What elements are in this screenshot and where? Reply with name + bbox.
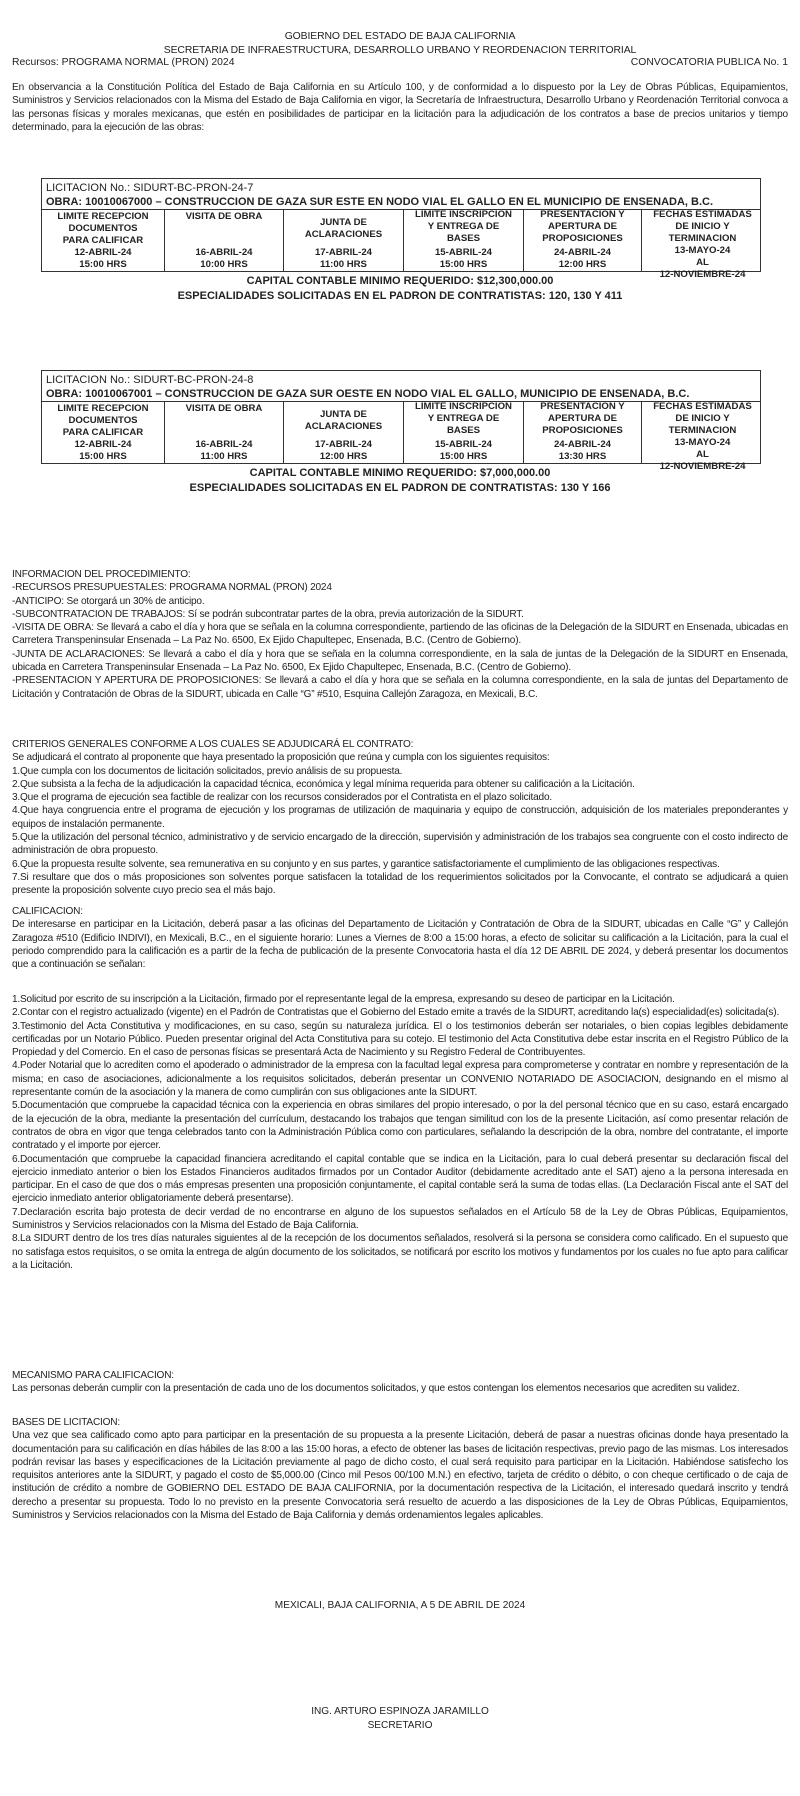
licitacion-number: LICITACION No.: SIDURT-BC-PRON-24-7 bbox=[46, 182, 254, 194]
procedimiento-section: INFORMACION DEL PROCEDIMIENTO: -RECURSOS PRESUPUESTALES: PROGRAMA NORMAL (PRON) 2024 -ANTICIPO: Se otorgará un 30% de anticipo. -SUBCONTRATACION DE TRABAJOS: Sí se podrán subcontratar partes de la obra, previa autorización de la SIDURT. -VISITA DE OBRA: Se llevará a cabo el día y hora que se señala en la columna correspondiente, partiendo de las oficinas de la Delegación de la SIDURT en Ensenada, ubicadas en Carretera Transpeninsular Ensenada – La Paz No. 6500, Ex Ejido Chapultepec, Ensenada, B.C. (Centro de Gobierno). -JUNTA DE ACLARACIONES: Se llevará a cabo el día y hora que se señala en la columna correspondiente, en la sala de juntas de la Delegación de la SIDURT en Ensenada, ubicada en Carretera Transpeninsular Ensenada – La Paz No. 6500, Ex Ejido Chapultepec, Ensenada, B.C. (Centro de Gobierno). -PRESENTACION Y APERTURA DE PROPOSICIONES: Se llevará a cabo el día y hora que se señala en la columna correspondiente, en la sala de juntas del Departamento de Licitación y Contratación de Obras de la SIDURT, ubicada en Calle “G” #510, Esquina Callejón Zaragoza, en Mexicali, B.C. bbox=[12, 569, 788, 700]
schedule-column: PRESENTACION Y APERTURA DE PROPOSICIONES 24-ABRIL-24 13:30 HRS bbox=[524, 402, 642, 463]
criterios-section: CRITERIOS GENERALES CONFORME A LOS CUALES SE ADJUDICARÁ EL CONTRATO: Se adjudicará el contrato al proponente que haya presentado la proposición que reúna y cumpla con los siguientes requisitos: 1.Que cumpla con los documentos de licitación solicitados, previo análisis de su propuesta. 2.Que subsista a la fecha de la adjudicación la capacidad técnica, económica y legal mínima requerida para obtener su calificación a la Licitación. 3.Que el programa de ejecución sea factible de realizar con los recursos considerados por el Contratista en el plazo solicitado. 4.Que haya congruencia entre el programa de ejecución y los programas de utilización de maquinaria y equipo de construcción, adquisición de los materiales preponderantes y equipos de instalación permanente. 5.Que la utilización del personal técnico, administrativo y de servicio encargado de la dirección, supervisión y administración de los trabajos sea congruente con el costo indirecto de administración de obra propuesto. 6.Que la propuesta resulte solvente, sea remunerativa en su conjunto y en sus partes, y garantice satisfactoriamente el cumplimiento de las obligaciones respectivas. 7.Si resultare que dos o más proposiciones son solventes porque satisfacen la totalidad de los requerimientos solicitados por la Convocante, el contrato se adjudicará a quien presente la proposición solvente cuyo precio sea el más bajo. bbox=[12, 739, 788, 897]
especialidades-1: ESPECIALIDADES SOLICITADAS EN EL PADRON DE CONTRATISTAS: 120, 130 Y 411 bbox=[177, 290, 623, 302]
schedule-column: LIMITE INSCRIPCION Y ENTREGA DE BASES 15-ABRIL-24 15:00 HRS bbox=[404, 210, 524, 271]
schedule-column: VISITA DE OBRA 16-ABRIL-24 10:00 HRS bbox=[165, 210, 284, 271]
schedule-column: JUNTA DE ACLARACIONES 17-ABRIL-24 12:00 HRS bbox=[284, 402, 404, 463]
schedule-column: LIMITE RECEPCION DOCUMENTOS PARA CALIFICAR 12-ABRIL-24 15:00 HRS bbox=[42, 402, 165, 463]
header-secretaria: SECRETARIA DE INFRAESTRUCTURA, DESARROLLO URBANO Y REORDENACION TERRITORIAL bbox=[163, 45, 637, 56]
section-heading: CRITERIOS GENERALES CONFORME A LOS CUALES SE ADJUDICARÁ EL CONTRATO: bbox=[12, 739, 414, 750]
licitacion-number: LICITACION No.: SIDURT-BC-PRON-24-8 bbox=[46, 374, 254, 386]
signatory-title: SECRETARIO bbox=[367, 1720, 433, 1731]
obra-description: OBRA: 10010067000 – CONSTRUCCION DE GAZA SUR ESTE EN NODO VIAL EL GALLO EN EL MUNICIPIO DE ENSENADA, B.C. bbox=[42, 195, 760, 210]
licitacion-box-1 bbox=[41, 178, 761, 280]
calificacion-section: CALIFICACION: De interesarse en participar en la Licitación, deberá pasar a las oficinas del Departamento de Licitación y Contratación de Obra de la SIDURT, ubicadas en Calle “G” y Callejón Zaragoza #510 (Edificio INDIVI), en Mexicali, B.C., en el siguiente horario: Lunes a Viernes de 8:00 a 15:00 horas, a efecto de solicitar su calificación a la Licitación, para la cual el periodo comprendido para la calificación es a partir de la fecha de publicación de la presente Convocatoria hasta el día 12 DE ABRIL DE 2024, y deberá presentar los documentos que a continuación se señalan: bbox=[12, 906, 788, 971]
section-heading: CALIFICACION: bbox=[12, 906, 83, 917]
documentos-list: 1.Solicitud por escrito de su inscripción a la Licitación, firmado por el representante legal de la empresa, expresando su deseo de participar en la Licitación. 2.Contar con el registro actualizado (vigente) en el Padrón de Contratistas que el Gobierno del Estado emite a través de la SIDURT, acreditando la(s) especialidad(es) solicitada(s). 3.Testimonio del Acta Constitutiva y modificaciones, en su caso, según su naturaleza jurídica. El o los testimonios deberán ser notariales, o bien copias legibles debidamente certificadas por un Notario Público. Pueden presentar original del Acta Constitutiva para su cotejo. El testimonio del Acta Constitutiva debe estar inscrita en el Registro Público de la Propiedad y del Comercio. En el caso de personas físicas se presentará Acta de Nacimiento y su Registro Federal de Contribuyentes. 4.Poder Notarial que lo acrediten como el apoderado o administrador de la empresa con la facultad legal expresa para comprometerse y contratar en nombre y representación de la misma; en caso de asociaciones, adicionalmente a los requisitos solicitados, deberán presentar un CONVENIO NOTARIADO DE ASOCIACION, designando en el mismo al representante común de la asociación y la manera de como cumplirán con sus obligaciones ante la SIDURT. 5.Documentación que compruebe la capacidad técnica con la experiencia en obras similares del propio interesado, o por la del personal técnico que en su caso, estará encargado de la ejecución de la obra, mediante la presentación del currículum, destacando los trabajos que tengan similitud con los de la presente Licitación, así como presentar relación de contratos de obra en vigor que tenga celebrados tanto con la Administración Pública como con particulares, señalando la descripción de la obra, nombre del contratante, el importe contratado y el importe por ejercer. 6.Documentación que compruebe la capacidad financiera acreditando el capital contable que se indica en la Licitación, para lo cual deberá presentar su declaración fiscal del ejercicio inmediato anterior o bien los Estados Financieros auditados firmados por un Contador Auditor (debidamente acreditado ante el SAT) ajeno a la persona interesada en participar. En el caso de que dos o más empresas presenten una proposición conjuntamente, el capital contable será la suma de todas ellas. (La Declaración Fiscal ante el SAT del ejercicio inmediato anterior obligatoriamente deberá presentarse). 7.Declaración escrita bajo protesta de decir verdad de no encontrarse en alguno de los supuestos señalados en el Artículo 58 de la Ley de Obras Públicas, Equipamientos, Suministros y Servicios relacionados con la Misma del Estado de Baja California. 8.La SIDURT dentro de los tres días naturales siguientes al de la recepción de los documentos señalados, resolverá si la persona se considera como calificado. En el supuesto que no satisfaga estos requisitos, o se omita la entrega de algún documento de los solicitados, se notificará por escrito los motivos y fundamentos por los cuales no fue apto para calificar a la Licitación. bbox=[12, 994, 788, 1271]
schedule-column: FECHAS ESTIMADAS DE INICIO Y TERMINACION 13-MAYO-24 AL 12-NOVIEMBRE-24 bbox=[653, 209, 752, 280]
header-convocatoria-number: CONVOCATORIA PUBLICA No. 1 bbox=[630, 57, 788, 68]
section-heading: INFORMACION DEL PROCEDIMIENTO: bbox=[12, 569, 191, 580]
mecanismo-section: MECANISMO PARA CALIFICACION: Las personas deberán cumplir con la presentación de cada uno de los documentos solicitados, y que estos contengan los elementos necesarios que acrediten su validez. bbox=[12, 1369, 788, 1396]
licitacion-box-2 bbox=[41, 370, 761, 472]
obra-description: OBRA: 10010067001 – CONSTRUCCION DE GAZA SUR OESTE EN NODO VIAL EL GALLO, MUNICIPIO DE ENSENADA, B.C. bbox=[42, 387, 760, 402]
schedule-column: PRESENTACION Y APERTURA DE PROPOSICIONES 24-ABRIL-24 12:00 HRS bbox=[524, 210, 642, 271]
schedule-column: LIMITE INSCRIPCION Y ENTREGA DE BASES 15-ABRIL-24 15:00 HRS bbox=[404, 402, 524, 463]
schedule-column: FECHAS ESTIMADAS DE INICIO Y TERMINACION 13-MAYO-24 AL 12-NOVIEMBRE-24 bbox=[653, 401, 752, 472]
capital-requirement-2: CAPITAL CONTABLE MINIMO REQUERIDO: $7,000,000.00 bbox=[249, 467, 551, 479]
schedule-column: VISITA DE OBRA 16-ABRIL-24 11:00 HRS bbox=[165, 402, 284, 463]
especialidades-2: ESPECIALIDADES SOLICITADAS EN EL PADRON DE CONTRATISTAS: 130 Y 166 bbox=[189, 482, 611, 494]
schedule-columns bbox=[42, 401, 760, 472]
schedule-column: LIMITE RECEPCION DOCUMENTOS PARA CALIFICAR 12-ABRIL-24 15:00 HRS bbox=[42, 210, 165, 271]
intro-paragraph: En observancia a la Constitución Política del Estado de Baja California en su Artículo 100, y de conformidad a lo dispuesto por la Ley de Obras Públicas, Equipamientos, Suministros y Servicios relacionados con la Misma del Estado de Baja California en vigor, la Secretaría de Infraestructura, Desarrollo Urbano y Reordenación Territorial convoca a las personas físicas y morales mexicanas, que estén en posibilidades de participar en la licitación para la adjudicación de los contratos a base de precios unitarios y tiempo determinado, para la ejecución de las obras: bbox=[12, 82, 788, 134]
header-recursos: Recursos: PROGRAMA NORMAL (PRON) 2024 bbox=[12, 57, 235, 68]
bases-section: BASES DE LICITACION: Una vez que sea calificado como apto para participar en la presentación de su propuesta a la presente Licitación, deberá de pasar a nuestras oficinas donde haya presentado la documentación para su calificación en días hábiles de las 8:00 a las 15:00 horas, a efecto de obtener las bases de licitación respectivas, previo pago de las mismas. Los interesados podrán revisar las bases y especificaciones de la Licitación previamente al pago de dicho costo, el cual será requisito para participar en la Licitación. Habiéndose satisfecho los requisitos anteriores ante la SIDURT, y pagado el costo de $5,000.00 (Cinco mil Pesos 00/100 M.N.) en efectivo, tarjeta de crédito o débito, o con cheque certificado o de caja de institución de crédito a nombre de GOBIERNO DEL ESTADO DE BAJA CALIFORNIA, por la documentación respectiva de la Licitación, el interesado quedará inscrito y tendrá derecho a presentar su propuesta. Todo lo no previsto en la presente Convocatoria será resuelto de acuerdo a las disposiciones de la Ley de Obras Públicas, Equipamientos, Suministros y Servicios relacionados con la Misma del Estado de Baja California y demás ordenamientos legales aplicables. bbox=[12, 1417, 788, 1522]
signatory-name: ING. ARTURO ESPINOZA JARAMILLO bbox=[311, 1706, 489, 1717]
schedule-columns bbox=[42, 209, 760, 280]
capital-requirement-1: CAPITAL CONTABLE MINIMO REQUERIDO: $12,300,000.00 bbox=[246, 275, 554, 287]
place-date: MEXICALI, BAJA CALIFORNIA, A 5 DE ABRIL DE 2024 bbox=[274, 1600, 526, 1611]
schedule-column: JUNTA DE ACLARACIONES 17-ABRIL-24 11:00 HRS bbox=[284, 210, 404, 271]
section-heading: BASES DE LICITACION: bbox=[12, 1417, 120, 1428]
section-heading: MECANISMO PARA CALIFICACION: bbox=[12, 1370, 174, 1381]
header-government: GOBIERNO DEL ESTADO DE BAJA CALIFORNIA bbox=[284, 31, 516, 42]
